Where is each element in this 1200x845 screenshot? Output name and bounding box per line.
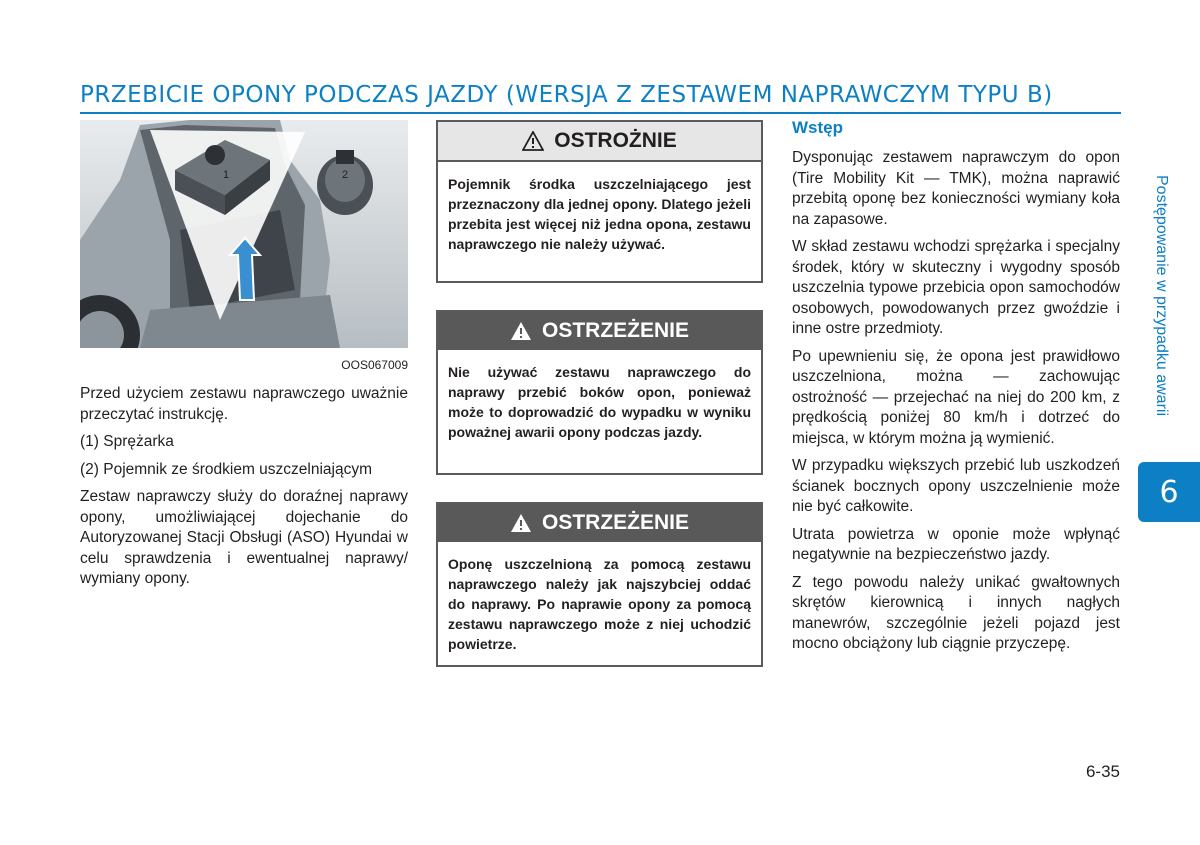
warning-triangle-icon xyxy=(522,131,544,151)
warning-triangle-icon xyxy=(510,321,532,341)
paragraph-5: Utrata powietrza w oponie może wpłynąć negatywnie na bezpieczeństwo jazdy. xyxy=(792,525,1120,563)
chapter-number: 6 xyxy=(1159,474,1179,510)
warning-box-1 xyxy=(436,310,763,475)
legend-compressor: (1) Sprężarka xyxy=(80,433,174,450)
chapter-side-label-text: Postępowanie w przypadku awarii xyxy=(1153,175,1170,417)
page-title: PRZEBICIE OPONY PODCZAS JAZDY (WERSJA Z ZESTAWEM NAPRAWCZYM TYPU B) xyxy=(80,82,1053,108)
warning-label-2: OSTRZEŻENIE xyxy=(541,511,689,534)
callout-1: 1 xyxy=(223,169,230,181)
paragraph-2: W skład zestawu wchodzi sprężarka i specjalny środek, który w skuteczny i wygodny sposób uszczelnia typowe przebicia opon samochodów osobowych, powodowanych przez gwoździe i inne ostre przedmioty. xyxy=(792,238,1120,337)
car-trunk-illustration xyxy=(80,120,408,348)
caution-text: Pojemnik środka uszczelniającego jest przeznaczony dla jednej opony. Dlatego jeżeli przebita jest więcej niż jedna opona, zestawu naprawczego nie należy używać. xyxy=(448,176,751,252)
intro-paragraph: Przed użyciem zestawu naprawczego uważnie przeczytać instrukcję. xyxy=(80,385,408,423)
chapter-tab xyxy=(1138,462,1200,522)
caution-label: OSTROŻNIE xyxy=(554,129,677,152)
warning-header-2 xyxy=(438,504,761,542)
section-heading: Wstęp xyxy=(792,118,843,137)
title-rule xyxy=(80,112,1121,114)
legend-sealant: (2) Pojemnik ze środkiem uszczelniającym xyxy=(80,460,373,478)
warning-text-1: Nie używać zestawu naprawczego do naprawy przebić boków opon, ponieważ może to doprowadzić do wypadku w wyniku poważnej awarii opony podczas jazdy. xyxy=(448,364,751,440)
warning-header-1 xyxy=(438,312,761,350)
warning-text-2: Oponę uszczelnioną za pomocą zestawu naprawczego należy jak najszybciej oddać do naprawy. Po naprawie opony za pomocą zestawu naprawczego może z niej uchodzić powietrze. xyxy=(448,556,751,652)
figure-code: OOS067009 xyxy=(341,358,408,372)
warning-box-2 xyxy=(436,502,763,667)
caution-header xyxy=(438,122,761,162)
page-number: 6-35 xyxy=(1085,762,1120,781)
kit-description: Zestaw naprawczy służy do doraźnej naprawy opony, umożliwiającej dojechanie do Autoryzowanej Stacji Obsługi (ASO) Hyundai w celu sprawdzenia i ewentualnej naprawy/ wymiany opony. xyxy=(80,488,408,587)
paragraph-1: Dysponując zestawem naprawczym do opon (Tire Mobility Kit — TMK), można naprawić przebitą oponę bez konieczności wymiany koła na zapasowe. xyxy=(792,149,1120,228)
figure-illustration xyxy=(80,120,408,348)
right-column xyxy=(792,148,1120,662)
callout-2: 2 xyxy=(342,169,349,181)
chapter-side-label xyxy=(1148,175,1178,445)
left-column xyxy=(80,384,408,597)
paragraph-3: Po upewnieniu się, że opona jest prawidłowo uszczelniona, można — zachowując ostrożność — przejechać na niej do 200 km, z prędkością poniżej 80 km/h i dotrzeć do miejsca, w którym można ją wymienić. xyxy=(792,347,1120,447)
warning-triangle-icon xyxy=(510,513,532,533)
paragraph-6: Z tego powodu należy unikać gwałtownych skrętów kierownicą i innych nagłych manewrów, szczególnie jeżeli pojazd jest mocno obciążony lub ciągnie przyczepę. xyxy=(792,573,1120,652)
caution-box xyxy=(436,120,763,283)
warning-label-1: OSTRZEŻENIE xyxy=(541,319,689,342)
paragraph-4: W przypadku większych przebić lub uszkodzeń ścianek bocznych opony uszczelnienie może nie być całkowite. xyxy=(792,457,1120,515)
